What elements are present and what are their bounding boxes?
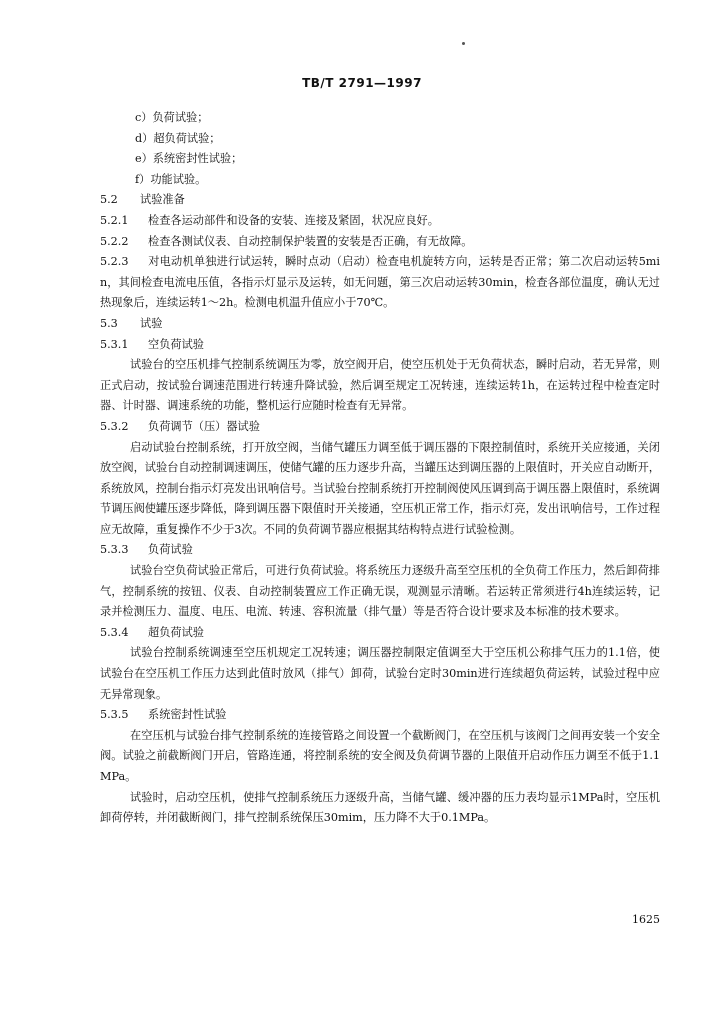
subsection-heading-5-3-3: [100, 540, 660, 561]
subsection-number: 5.3.2: [100, 419, 129, 433]
list-item: e）系统密封性试验；: [135, 152, 243, 166]
section-title: 试验: [140, 316, 163, 330]
list-item: f）功能试验。: [135, 172, 207, 186]
subsection-body-5-3-2: 启动试验台控制系统，打开放空阀，当储气罐压力调至低于调压器的下限控制值时，系统开关应接通，关闭放空阀，试验台自动控制调速调压，使储气罐的压力逐步升高，当罐压达到调压器的上限值时，开关应自动断开，系统放风，控制台指示灯亮发出讯响信号。当试验台控制系统打开控制阀使风压调到高于调压器上限值时，系统调节调压阀使罐压逐步降低，降到调压器下限值时开关接通，空压机正常工作，指示灯亮，发出讯响信号，工作过程应无故障，重复操作不少于3次。不同的负荷调节器应根据其结构特点进行试验检测。: [100, 440, 660, 536]
page-number: 1625: [632, 913, 660, 926]
subsection-heading-5-3-2: [100, 417, 660, 438]
clause-5-2-3: [100, 252, 660, 314]
subsection-body-5-3-4: 试验台控制系统调速至空压机规定工况转速；调压器控制限定值调至大于空压机公称排气压力的1.1倍，使试验台在空压机工作压力达到此值时放风（排气）卸荷，试验台定时30min进行连续超负荷运转，试验过程中应无异常现象。: [100, 646, 660, 701]
page-header: TB/T 2791—1997: [302, 76, 422, 90]
clause-text: 检查各测试仪表、自动控制保护装置的安装是否正确，有无故障。: [148, 234, 473, 248]
subsection-title: 负荷调节（压）器试验: [148, 419, 260, 433]
subsection-heading-5-3-5: [100, 705, 660, 726]
subsection-number: 5.3.5: [100, 708, 129, 722]
section-title: 试验准备: [140, 193, 185, 207]
subsection-heading-5-3-4: [100, 623, 660, 644]
subsection-body-5-3-3: 试验台空负荷试验正常后，可进行负荷试验。将系统压力逐级升高至空压机的全负荷工作压力，然后卸荷排气，控制系统的按钮、仪表、自动控制装置应工作正确无误，观测显示清晰。若运转正常须进行4h连续运转，记录并检测压力、温度、电压、电流、转速、容积流量（排气量）等是否符合设计要求及本标准的技术要求。: [100, 564, 660, 619]
subsection-title: 负荷试验: [148, 543, 193, 557]
clause-5-2-1: [100, 211, 660, 232]
subsection-title: 超负荷试验: [148, 625, 204, 639]
subsection-title: 空负荷试验: [148, 337, 204, 351]
clause-text: 检查各运动部件和设备的安装、连接及紧固，状况应良好。: [148, 213, 439, 227]
subsection-title: 系统密封性试验: [148, 708, 227, 722]
document-body: [100, 108, 660, 829]
subsection-body-5-3-1: 试验台的空压机排气控制系统调压为零，放空阀开启，使空压机处于无负荷状态，瞬时启动，若无异常，则正式启动，按试验台调速范围进行转速升降试验，然后调至规定工况转速，连续运转1h，在运转过程中检查定时器、计时器、调速系统的功能，整机运行应随时检查有无异常。: [100, 358, 660, 413]
clause-5-2-2: [100, 232, 660, 253]
subsection-number: 5.3.3: [100, 543, 129, 557]
section-number: 5.3: [100, 316, 118, 330]
subsection-body-5-3-5-para-2: 试验时，启动空压机，使排气控制系统压力逐级升高，当储气罐、缓冲器的压力表均显示1MPa时，空压机卸荷停转，并闭截断阀门，排气控制系统保压30mim，压力降不大于0.1MPa。: [100, 790, 660, 825]
subsection-number: 5.3.4: [100, 625, 129, 639]
section-heading-5-3: [100, 314, 660, 335]
clause-number: 5.2.2: [100, 234, 129, 248]
section-heading-5-2: [100, 190, 660, 211]
subsection-body-5-3-5-para-1: 在空压机与试验台排气控制系统的连接管路之间设置一个截断阀门，在空压机与该阀门之间再安装一个安全阀。试验之前截断阀门开启，管路连通，将控制系统的安全阀及负荷调节器的上限值开启动作压力调至不低于1.1MPa。: [100, 728, 660, 783]
list-item: c）负荷试验；: [135, 111, 209, 124]
clause-number: 5.2.3: [100, 255, 129, 269]
subsection-heading-5-3-1: [100, 335, 660, 356]
clause-number: 5.2.1: [100, 213, 129, 227]
subsection-number: 5.3.1: [100, 337, 129, 351]
list-item: d）超负荷试验；: [135, 131, 221, 145]
clause-text: 对电动机单独进行试运转，瞬时点动（启动）检查电机旋转方向，运转是否正常；第二次启动运转5min，其间检查电流电压值，各指示灯显示及运转，如无问题，第三次启动运转30min，检查各部位温度，确认无过热现象后，连续运转1～2h。检测电机温升值应小于70℃。: [100, 255, 660, 310]
scan-speck: [462, 42, 465, 45]
section-number: 5.2: [100, 193, 118, 207]
